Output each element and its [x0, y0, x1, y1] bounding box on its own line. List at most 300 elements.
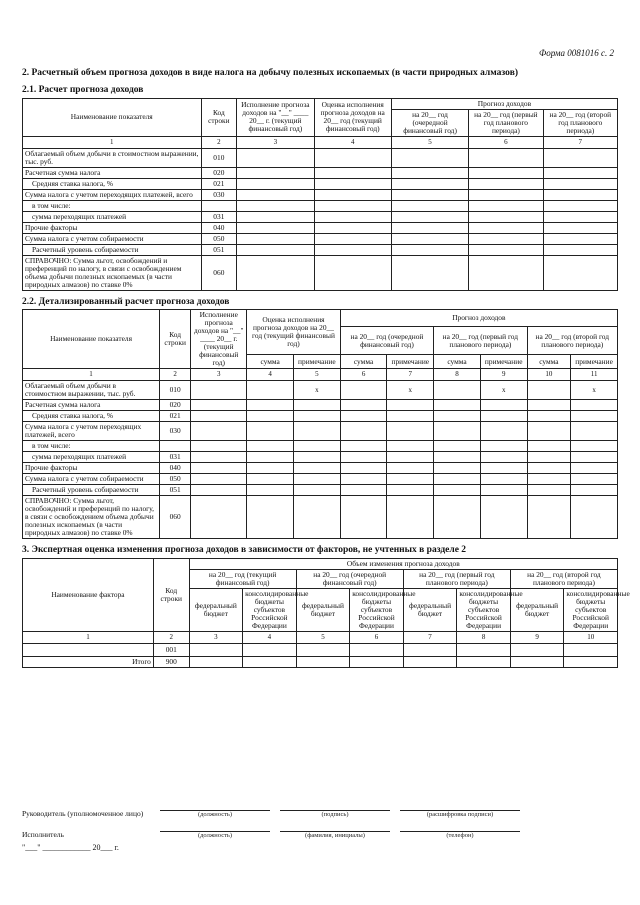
- row-code: 050: [160, 474, 191, 485]
- total-label: Итого: [23, 656, 154, 667]
- row-code: [201, 200, 237, 211]
- position-caption: (должность): [197, 811, 233, 818]
- column-number: 7: [543, 136, 617, 148]
- value-cell[interactable]: [314, 189, 391, 200]
- value-cell[interactable]: [340, 485, 387, 496]
- col-cons-header: консолидированные бюджеты субъектов Российской Федерации: [457, 589, 511, 632]
- col-note-header: примечание: [480, 355, 527, 369]
- forecast-table: [22, 98, 618, 291]
- value-cell[interactable]: [247, 381, 294, 400]
- executor-position-caption: (должность): [197, 832, 233, 839]
- value-cell[interactable]: [434, 422, 481, 441]
- value-cell[interactable]: [191, 422, 247, 441]
- signature-caption: (подпись): [321, 811, 349, 818]
- indicator-name: Сумма налога с учетом собираемости: [23, 233, 202, 244]
- value-cell[interactable]: [434, 411, 481, 422]
- col-exec-header: Исполнение прогноза доходов на "__" ____ 20__ г. (текущий финансовый год): [191, 310, 247, 369]
- value-cell[interactable]: [340, 496, 387, 539]
- section2-2-title: 2.2. Детализированный расчет прогноза доходов: [22, 296, 230, 307]
- value-cell[interactable]: [480, 422, 527, 441]
- value-cell[interactable]: [434, 441, 481, 452]
- detailed-forecast-table: [22, 309, 618, 539]
- row-code: [160, 441, 191, 452]
- value-cell[interactable]: [237, 211, 314, 222]
- table-row: [23, 178, 618, 189]
- name-caption: (расшифровка подписи): [426, 811, 494, 818]
- value-cell[interactable]: [387, 422, 434, 441]
- table-row: [23, 233, 618, 244]
- value-cell[interactable]: [480, 496, 527, 539]
- value-cell[interactable]: [434, 474, 481, 485]
- row-code: 031: [201, 211, 237, 222]
- table-row: [23, 400, 618, 411]
- indicator-name: Сумма налога с учетом переходящих платежей, всего: [23, 422, 160, 441]
- col-y1-header: на 20__ год (очередной финансовый год): [340, 326, 433, 354]
- column-number: 2: [201, 136, 237, 148]
- reference-code: 060: [201, 255, 237, 290]
- row-code: 021: [160, 411, 191, 422]
- indicator-name: Средняя ставка налога, %: [23, 411, 160, 422]
- table-row: [23, 211, 618, 222]
- column-number: 8: [457, 631, 511, 643]
- col-y3-header: на 20__ год (второй год планового периода): [543, 109, 617, 136]
- col-y3-header: на 20__ год (второй год планового периода): [527, 326, 617, 354]
- col-fed-header: федеральный бюджет: [403, 589, 457, 632]
- x-mark: x: [293, 381, 340, 400]
- col-note-header: примечание: [293, 355, 340, 369]
- col-y1-header: на 20__ год (очередной финансовый год): [296, 570, 403, 589]
- column-number: 1: [23, 136, 202, 148]
- column-number: 3: [189, 631, 243, 643]
- value-cell[interactable]: [543, 148, 617, 167]
- col-cons-header: консолидированные бюджеты субъектов Российской Федерации: [243, 589, 297, 632]
- table-row: [23, 643, 618, 656]
- value-cell[interactable]: [543, 178, 617, 189]
- table-row: [23, 441, 618, 452]
- col-fed-header: федеральный бюджет: [510, 589, 564, 632]
- value-cell[interactable]: [527, 496, 571, 539]
- value-cell[interactable]: [527, 452, 571, 463]
- value-cell[interactable]: [237, 148, 314, 167]
- value-cell[interactable]: [314, 233, 391, 244]
- signature-line[interactable]: [280, 800, 390, 811]
- column-number: 2: [153, 631, 189, 643]
- table-row: [23, 189, 618, 200]
- column-number: 4: [247, 369, 294, 381]
- value-cell[interactable]: [434, 452, 481, 463]
- value-cell[interactable]: [293, 422, 340, 441]
- row-code: 010: [160, 381, 191, 400]
- value-cell[interactable]: [391, 211, 468, 222]
- row-code: 010: [201, 148, 237, 167]
- indicator-name: в том числе:: [23, 441, 160, 452]
- position-line[interactable]: [160, 800, 270, 811]
- value-cell[interactable]: [391, 200, 468, 211]
- col-y2-header: на 20__ год (первый год планового периода): [469, 109, 543, 136]
- indicator-name: Облагаемый объем добычи в стоимостном выражении, тыс. руб.: [23, 148, 202, 167]
- column-number: 5: [391, 136, 468, 148]
- value-cell[interactable]: [434, 400, 481, 411]
- column-number: 1: [23, 369, 160, 381]
- value-cell[interactable]: [527, 485, 571, 496]
- form-number: Форма 0081016 с. 2: [538, 48, 614, 58]
- value-cell[interactable]: [571, 422, 618, 441]
- value-cell[interactable]: [543, 189, 617, 200]
- value-cell[interactable]: [340, 441, 387, 452]
- row-code: 040: [160, 463, 191, 474]
- value-cell[interactable]: [434, 496, 481, 539]
- value-cell[interactable]: [391, 222, 468, 233]
- value-cell[interactable]: [237, 222, 314, 233]
- col-sum-header: сумма: [340, 355, 387, 369]
- value-cell[interactable]: [469, 211, 543, 222]
- value-cell[interactable]: [340, 411, 387, 422]
- value-cell[interactable]: [469, 200, 543, 211]
- row-code: 031: [160, 452, 191, 463]
- table-row: [23, 411, 618, 422]
- value-cell[interactable]: [293, 485, 340, 496]
- value-cell[interactable]: [469, 255, 543, 290]
- value-cell[interactable]: [237, 167, 314, 178]
- name-line[interactable]: [400, 800, 520, 811]
- value-cell[interactable]: [391, 167, 468, 178]
- value-cell[interactable]: [314, 244, 391, 255]
- value-cell[interactable]: [469, 244, 543, 255]
- value-cell[interactable]: [293, 496, 340, 539]
- value-cell[interactable]: [571, 474, 618, 485]
- col-cons-header: консолидированные бюджеты субъектов Российской Федерации: [564, 589, 618, 632]
- value-cell[interactable]: [571, 452, 618, 463]
- value-cell[interactable]: [480, 452, 527, 463]
- indicator-name: Расчетный уровень собираемости: [23, 244, 202, 255]
- value-cell[interactable]: [293, 441, 340, 452]
- value-cell[interactable]: [314, 222, 391, 233]
- value-cell[interactable]: [527, 422, 571, 441]
- value-cell[interactable]: [571, 463, 618, 474]
- value-cell[interactable]: [469, 222, 543, 233]
- expert-assessment-table: [22, 558, 630, 668]
- indicator-name: Прочие факторы: [23, 463, 160, 474]
- value-cell[interactable]: [293, 452, 340, 463]
- head-label: Руководитель (уполномоченное лицо): [22, 809, 144, 818]
- value-cell[interactable]: [434, 381, 481, 400]
- value-cell[interactable]: [543, 233, 617, 244]
- column-number: 4: [314, 136, 391, 148]
- column-number: 6: [350, 631, 404, 643]
- value-cell[interactable]: [314, 255, 391, 290]
- col-y2-header: на 20__ год (первый год планового периода): [434, 326, 527, 354]
- column-number: 3: [191, 369, 247, 381]
- x-mark: x: [387, 381, 434, 400]
- value-cell[interactable]: [237, 200, 314, 211]
- table-row: [23, 148, 618, 167]
- column-numbers-row: [23, 369, 618, 381]
- row-code: 051: [201, 244, 237, 255]
- table-row: [23, 422, 618, 441]
- total-code: 900: [153, 656, 189, 667]
- value-cell[interactable]: [391, 189, 468, 200]
- value-cell[interactable]: [543, 244, 617, 255]
- indicator-name: Прочие факторы: [23, 222, 202, 233]
- value-cell[interactable]: [247, 463, 294, 474]
- value-cell[interactable]: [314, 200, 391, 211]
- value-cell[interactable]: [191, 381, 247, 400]
- col-code-header: Код строки: [160, 310, 191, 369]
- value-cell[interactable]: [191, 485, 247, 496]
- section2-title: 2. Расчетный объем прогноза доходов в виде налога на добычу полезных ископаемых (в части природных алмазов): [22, 68, 518, 78]
- value-cell[interactable]: [391, 148, 468, 167]
- row-code: 020: [201, 167, 237, 178]
- col-factor-header: Наименование фактора: [23, 559, 154, 632]
- value-cell[interactable]: [237, 189, 314, 200]
- value-cell[interactable]: [191, 496, 247, 539]
- indicator-name: Облагаемый объем добычи в стоимостном выражении, тыс. руб.: [23, 381, 160, 400]
- table-row: [23, 463, 618, 474]
- col-estimate-header: Оценка исполнения прогноза доходов на 20__ год (текущий финансовый год): [247, 310, 340, 355]
- value-cell[interactable]: [247, 485, 294, 496]
- value-cell[interactable]: [387, 474, 434, 485]
- col-fed-header: федеральный бюджет: [189, 589, 243, 632]
- value-cell[interactable]: [571, 411, 618, 422]
- col-sum-header: сумма: [527, 355, 571, 369]
- x-mark: x: [480, 381, 527, 400]
- value-cell[interactable]: [247, 496, 294, 539]
- row-code: 030: [160, 422, 191, 441]
- total-row: [23, 656, 618, 667]
- reference-note: СПРАВОЧНО: Сумма льгот, освобождений и преференций по налогу, в связи с освобождением объема добычи полезных ископаемых (в части природных алмазов) по ставке 0%: [23, 255, 202, 290]
- value-cell[interactable]: [237, 178, 314, 189]
- value-cell[interactable]: [480, 441, 527, 452]
- col-sum-header: сумма: [434, 355, 481, 369]
- value-cell[interactable]: [340, 474, 387, 485]
- table-row: [23, 244, 618, 255]
- value-cell[interactable]: [237, 255, 314, 290]
- table-row: [23, 452, 618, 463]
- value-cell[interactable]: [314, 167, 391, 178]
- value-cell[interactable]: [571, 400, 618, 411]
- col-code-header: Код строки: [201, 98, 237, 136]
- value-cell[interactable]: [191, 441, 247, 452]
- value-cell[interactable]: [314, 211, 391, 222]
- col-y3-header: на 20__ год (второй год планового периода): [510, 570, 617, 589]
- col-name-header: Наименование показателя: [23, 98, 202, 136]
- column-number: 9: [510, 631, 564, 643]
- reference-note: СПРАВОЧНО: Сумма льгот, освобождений и преференций по налогу, в связи с освобождением объема добычи полезных ископаемых (в части природных алмазов) по ставке 0%: [23, 496, 160, 539]
- value-cell[interactable]: [571, 485, 618, 496]
- value-cell[interactable]: [527, 381, 571, 400]
- row-code: 030: [201, 189, 237, 200]
- row-code: 020: [160, 400, 191, 411]
- row-code: 021: [201, 178, 237, 189]
- table-row: [23, 222, 618, 233]
- value-cell[interactable]: [391, 233, 468, 244]
- value-cell[interactable]: [247, 422, 294, 441]
- value-cell[interactable]: [543, 222, 617, 233]
- column-number: 8: [434, 369, 481, 381]
- value-cell[interactable]: [237, 233, 314, 244]
- value-cell[interactable]: [391, 255, 468, 290]
- x-mark: x: [571, 381, 618, 400]
- row-code: 040: [201, 222, 237, 233]
- value-cell[interactable]: [527, 441, 571, 452]
- reference-code: 060: [160, 496, 191, 539]
- value-cell[interactable]: [293, 463, 340, 474]
- value-cell[interactable]: [571, 441, 618, 452]
- form-content: [22, 62, 630, 668]
- column-number: 11: [571, 369, 618, 381]
- indicator-name: Расчетная сумма налога: [23, 167, 202, 178]
- column-number: 5: [296, 631, 350, 643]
- col-y2-header: на 20__ год (первый год планового периода): [403, 570, 510, 589]
- reference-row: [23, 496, 618, 539]
- value-cell[interactable]: [387, 463, 434, 474]
- col-cons-header: консолидированные бюджеты субъектов Российской Федерации: [350, 589, 404, 632]
- column-number: 6: [469, 136, 543, 148]
- value-cell[interactable]: [543, 167, 617, 178]
- column-number: 10: [564, 631, 618, 643]
- row-code: 001: [153, 643, 189, 656]
- column-numbers-row: [23, 631, 618, 643]
- value-cell[interactable]: [434, 485, 481, 496]
- column-number: 3: [237, 136, 314, 148]
- column-number: 2: [160, 369, 191, 381]
- column-number: 7: [403, 631, 457, 643]
- table-row: [23, 474, 618, 485]
- col-y1-header: на 20__ год (очередной финансовый год): [391, 109, 468, 136]
- value-cell[interactable]: [391, 178, 468, 189]
- value-cell[interactable]: [469, 189, 543, 200]
- value-cell[interactable]: [543, 200, 617, 211]
- value-cell[interactable]: [314, 178, 391, 189]
- value-cell[interactable]: [247, 452, 294, 463]
- value-cell[interactable]: [293, 411, 340, 422]
- value-cell[interactable]: [543, 255, 617, 290]
- value-cell[interactable]: [571, 496, 618, 539]
- col-y0-header: на 20__ год (текущий финансовый год): [189, 570, 296, 589]
- row-code: 050: [201, 233, 237, 244]
- value-cell[interactable]: [469, 148, 543, 167]
- value-cell[interactable]: [247, 441, 294, 452]
- value-cell[interactable]: [237, 244, 314, 255]
- table-row: [23, 200, 618, 211]
- phone-line[interactable]: [400, 821, 520, 832]
- table-row: [23, 167, 618, 178]
- value-cell[interactable]: [387, 441, 434, 452]
- value-cell[interactable]: [340, 400, 387, 411]
- value-cell[interactable]: [434, 463, 481, 474]
- col-change-header: Объем изменения прогноза доходов: [189, 559, 617, 570]
- fio-caption: (фамилия, инициалы): [305, 832, 365, 839]
- value-cell[interactable]: [191, 474, 247, 485]
- indicator-name: Расчетная сумма налога: [23, 400, 160, 411]
- value-cell[interactable]: [391, 244, 468, 255]
- value-cell[interactable]: [340, 381, 387, 400]
- indicator-name: Сумма налога с учетом переходящих платежей, всего: [23, 189, 202, 200]
- col-estimate-header: Оценка исполнения прогноза доходов на 20__ год (текущий финансовый год): [314, 98, 391, 136]
- value-cell[interactable]: [191, 411, 247, 422]
- section2-1-title: 2.1. Расчет прогноза доходов: [22, 84, 144, 95]
- value-cell[interactable]: [480, 400, 527, 411]
- signature-block: [22, 800, 618, 852]
- indicator-name: Расчетный уровень собираемости: [23, 485, 160, 496]
- executor-position-line[interactable]: [160, 821, 270, 832]
- row-code: 051: [160, 485, 191, 496]
- value-cell[interactable]: [387, 411, 434, 422]
- column-number: 1: [23, 631, 154, 643]
- col-note-header: примечание: [571, 355, 618, 369]
- value-cell[interactable]: [293, 400, 340, 411]
- value-cell[interactable]: [469, 233, 543, 244]
- date-line: "___" ____________ 20___ г.: [22, 843, 119, 852]
- value-cell[interactable]: [527, 463, 571, 474]
- col-exec-header: Исполнение прогноза доходов на "__" ____ 20__ г. (текущий финансовый год): [237, 98, 314, 136]
- value-cell[interactable]: [387, 485, 434, 496]
- value-cell[interactable]: [191, 452, 247, 463]
- col-name-header: Наименование показателя: [23, 310, 160, 369]
- indicator-name: сумма переходящих платежей: [23, 211, 202, 222]
- value-cell[interactable]: [314, 148, 391, 167]
- column-number: 9: [480, 369, 527, 381]
- section3-title: 3. Экспертная оценка изменения прогноза доходов в зависимости от факторов, не учтенных в разделе 2: [22, 545, 467, 556]
- value-cell[interactable]: [480, 485, 527, 496]
- value-cell[interactable]: [247, 474, 294, 485]
- column-number: 7: [387, 369, 434, 381]
- value-cell[interactable]: [340, 422, 387, 441]
- value-cell[interactable]: [247, 411, 294, 422]
- value-cell[interactable]: [340, 463, 387, 474]
- col-note-header: примечание: [387, 355, 434, 369]
- value-cell[interactable]: [469, 178, 543, 189]
- executor-fio-line[interactable]: [280, 821, 390, 832]
- column-number: 6: [340, 369, 387, 381]
- value-cell[interactable]: [480, 474, 527, 485]
- value-cell[interactable]: [387, 452, 434, 463]
- executor-label: Исполнитель: [22, 830, 64, 839]
- value-cell[interactable]: [387, 496, 434, 539]
- value-cell[interactable]: [247, 400, 294, 411]
- value-cell[interactable]: [527, 400, 571, 411]
- table-row: [23, 485, 618, 496]
- reference-row: [23, 255, 618, 290]
- value-cell[interactable]: [480, 463, 527, 474]
- indicator-name: Сумма налога с учетом собираемости: [23, 474, 160, 485]
- column-number: 4: [243, 631, 297, 643]
- column-number: 10: [527, 369, 571, 381]
- indicator-name: в том числе:: [23, 200, 202, 211]
- phone-caption: (телефон): [446, 832, 474, 839]
- value-cell[interactable]: [469, 167, 543, 178]
- indicator-name: Средняя ставка налога, %: [23, 178, 202, 189]
- value-cell[interactable]: [387, 400, 434, 411]
- column-numbers-row: [23, 136, 618, 148]
- value-cell[interactable]: [191, 463, 247, 474]
- col-sum-header: сумма: [247, 355, 294, 369]
- col-forecast-header: Прогноз доходов: [340, 310, 617, 326]
- value-cell[interactable]: [527, 411, 571, 422]
- value-cell[interactable]: [293, 474, 340, 485]
- indicator-name: сумма переходящих платежей: [23, 452, 160, 463]
- col-fed-header: федеральный бюджет: [296, 589, 350, 632]
- value-cell[interactable]: [527, 474, 571, 485]
- table-row: [23, 381, 618, 400]
- value-cell[interactable]: [340, 452, 387, 463]
- value-cell[interactable]: [191, 400, 247, 411]
- col-code-header: Код строки: [153, 559, 189, 632]
- value-cell[interactable]: [543, 211, 617, 222]
- value-cell[interactable]: [480, 411, 527, 422]
- col-forecast-header: Прогноз доходов: [391, 98, 617, 109]
- column-number: 5: [293, 369, 340, 381]
